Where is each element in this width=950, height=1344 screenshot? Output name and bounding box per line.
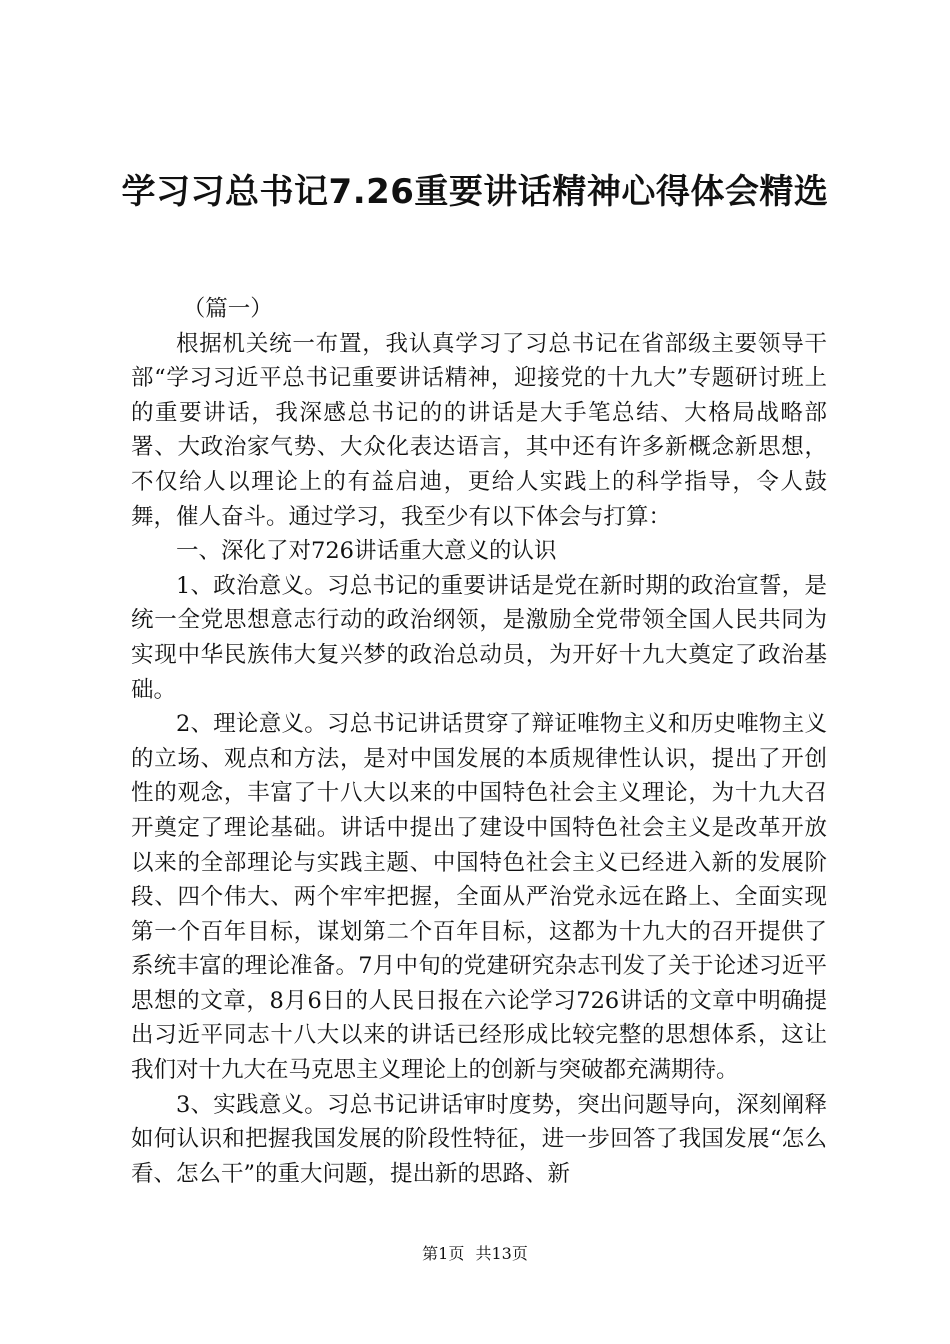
section-label: （篇一）	[182, 296, 273, 322]
paragraph-intro: 根据机关统一布置，我认真学习了习总书记在省部级主要领导干部“学习习近平总书记重要讲话精神，迎接党的十九大”专题研讨班上的重要讲话，我深感总书记的的讲话是大手笔总结、大格局战略部署、大政治家气势、大众化表达语言，其中还有许多新概念新思想，不仅给人以理论上的有益启迪，更给人实践上的科学指导，令人鼓舞，催人奋斗。通过学习，我至少有以下体会与打算：	[131, 330, 827, 530]
page-number: 第1页	[422, 1244, 465, 1263]
paragraph-political: 1、政治意义。习总书记的重要讲话是党在新时期的政治宣誓，是统一全党思想意志行动的政治纲领，是激励全党带领全国人民共同为实现中华民族伟大复兴梦的政治总动员，为开好十九大奠定了政治基础。	[131, 572, 827, 703]
paragraph-practical: 3、实践意义。习总书记讲话审时度势，突出问题导向，深刻阐释如何认识和把握我国发展的阶段性特征，进一步回答了我国发展“怎么看、怎么干”的重大问题，提出新的思路、新	[131, 1091, 827, 1187]
document-title: 学习习总书记7.26重要讲话精神心得体会精选	[121, 172, 829, 212]
document-body	[131, 292, 827, 1191]
page-total: 共13页	[475, 1244, 528, 1263]
paragraph-heading-1: 一、深化了对726讲话重大意义的认识	[176, 538, 557, 565]
page-footer	[0, 1242, 950, 1266]
paragraph-theoretical: 2、理论意义。习总书记讲话贯穿了辩证唯物主义和历史唯物主义的立场、观点和方法，是对中国发展的本质规律性认识，提出了开创性的观念，丰富了十八大以来的中国特色社会主义理论，为十九大召开奠定了理论基础。讲话中提出了建设中国特色社会主义是改革开放以来的全部理论与实践主题、中国特色社会主义已经进入新的发展阶段、四个伟大、两个牢牢把握，全面从严治党永远在路上、全面实现第一个百年目标，谋划第二个百年目标，这都为十九大的召开提供了系统丰富的理论准备。7月中旬的党建研究杂志刊发了关于论述习近平思想的文章，8月6日的人民日报在六论学习726讲话的文章中明确提出习近平同志十八大以来的讲话已经形成比较完整的思想体系，这让我们对十九大在马克思主义理论上的创新与突破都充满期待。	[131, 711, 827, 1084]
